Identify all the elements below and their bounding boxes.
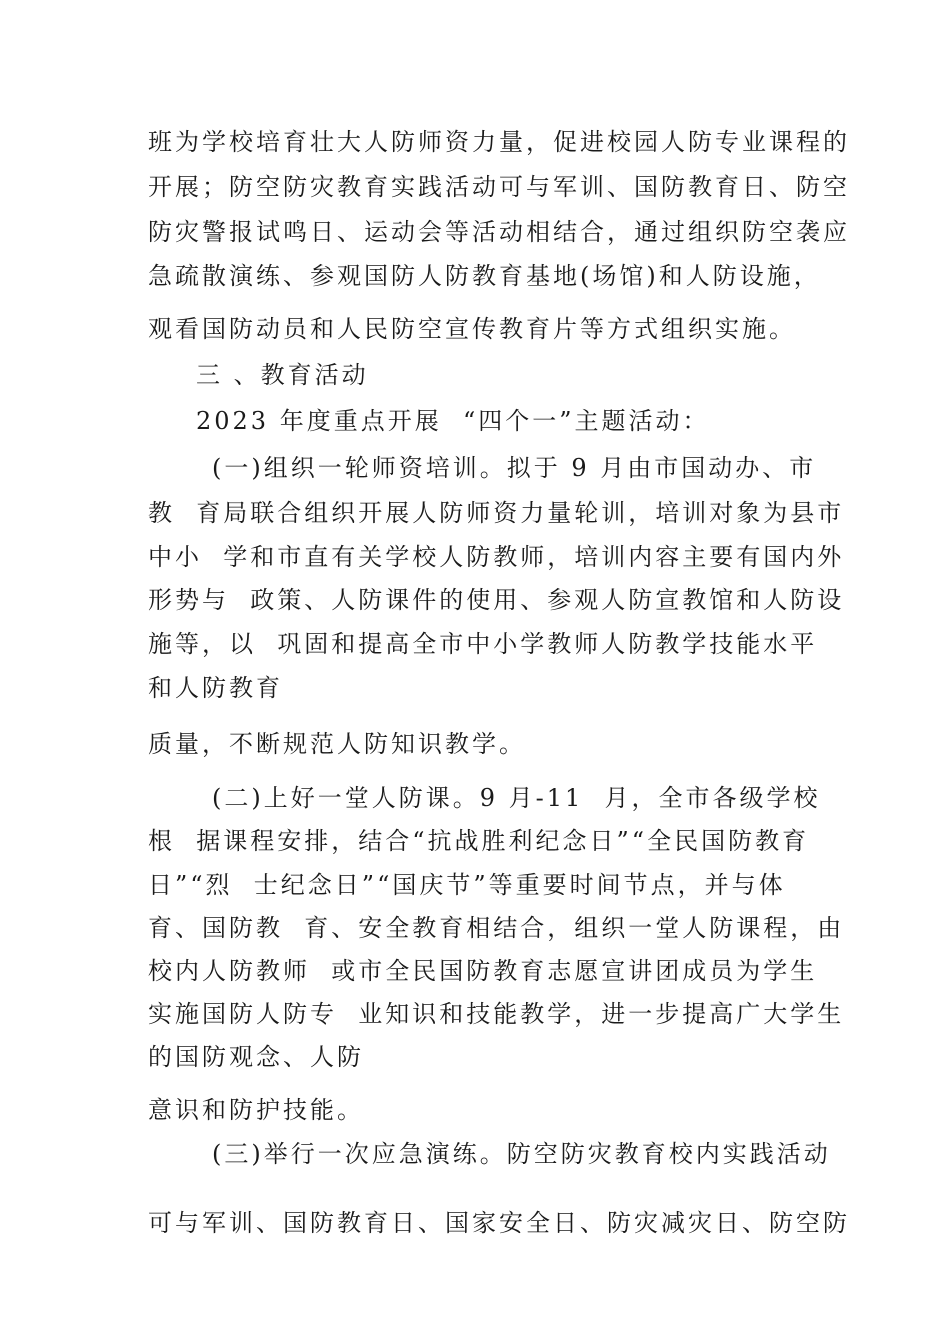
- paragraph-line: 开展；防空防灾教育实践活动可与军训、国防教育日、防空: [148, 173, 850, 201]
- paragraph-line: 形势与 政策、人防课件的使用、参观人防宣教馆和人防设: [148, 586, 845, 614]
- paragraph-line: 急疏散演练、参观国防人防教育基地(场馆)和人防设施，: [148, 262, 821, 290]
- paragraph-line: 根 据课程安排，结合“抗战胜利纪念日”“全民国防教育: [148, 827, 810, 855]
- paragraph-line: 实施国防人防专 业知识和技能教学，进一步提高广大学生: [148, 1000, 845, 1028]
- paragraph-line: 施等，以 巩固和提高全市中小学教师人防教学技能水平: [148, 630, 818, 658]
- paragraph-line: 育、国防教 育、安全教育相结合，组织一堂人防课程，由: [148, 914, 845, 942]
- paragraph-line: 和人防教育: [148, 674, 283, 702]
- paragraph-line: 校内人防教师 或市全民国防教育志愿宣讲团成员为学生: [148, 957, 818, 985]
- paragraph-line: 意识和防护技能。: [148, 1096, 364, 1124]
- paragraph-line: 可与军训、国防教育日、国家安全日、防灾减灾日、防空防: [148, 1209, 850, 1237]
- paragraph-line: 观看国防动员和人民防空宣传教育片等方式组织实施。: [148, 315, 796, 343]
- paragraph-line: 的国防观念、人防: [148, 1043, 364, 1071]
- paragraph-line: 2023 年度重点开展 “四个一”主题活动：: [196, 407, 710, 435]
- list-item-heading: (二)上好一堂人防课。9 月-11 月，全市各级学校: [212, 784, 821, 812]
- paragraph-line: 质量，不断规范人防知识教学。: [148, 730, 526, 758]
- list-item-heading: (一)组织一轮师资培训。拟于 9 月由市国动办、市: [212, 454, 817, 482]
- paragraph-line: 中小 学和市直有关学校人防教师，培训内容主要有国内外: [148, 543, 845, 571]
- paragraph-line: 日”“烈 士纪念日”“国庆节”等重要时间节点，并与体: [148, 871, 786, 899]
- paragraph-line: 教 育局联合组织开展人防师资力量轮训，培训对象为县市: [148, 499, 845, 527]
- section-heading: 三 、教育活动: [196, 361, 369, 389]
- paragraph-line: 班为学校培育壮大人防师资力量，促进校园人防专业课程的: [148, 128, 850, 156]
- list-item-heading: (三)举行一次应急演练。防空防灾教育校内实践活动: [212, 1140, 831, 1168]
- paragraph-line: 防灾警报试鸣日、运动会等活动相结合，通过组织防空袭应: [148, 218, 850, 246]
